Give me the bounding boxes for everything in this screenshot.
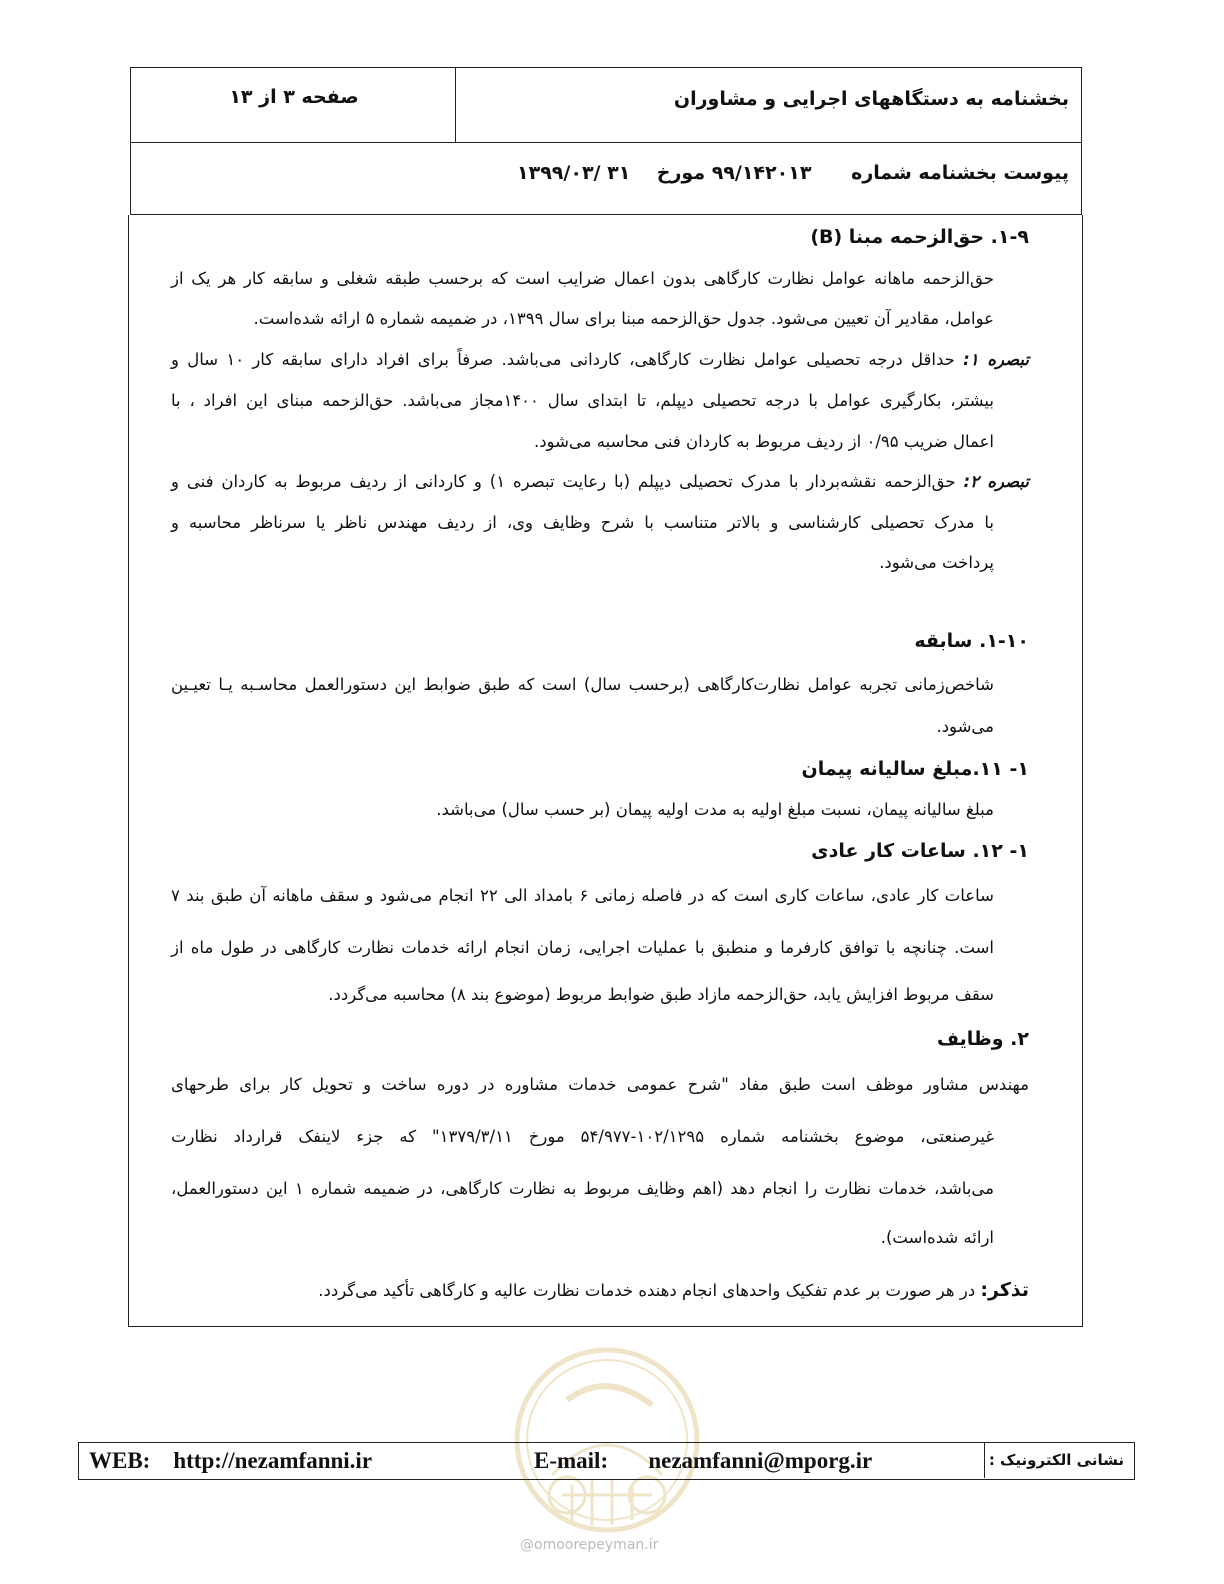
paragraph-line: ساعات کار عادی، ساعات کاری است که در فاصله زمانی ۶ بامداد الی ۲۲ انجام می‌شود و سقف ماهانه آن طبق بند ۷ — [171, 886, 995, 905]
paragraph-line: می‌باشد، خدمات نظارت را انجام دهد (اهم وظایف مربوط به نظارت کارگاهی، در ضمیمه شماره ۱ این دستورالعمل، — [171, 1179, 994, 1198]
paragraph-line: ارائه شده‌است). — [880, 1228, 994, 1247]
note-2-text: حق‌الزحمه نقشه‌بردار با مدرک تحصیلی دیپلم (با رعایت تبصره ۱) و کاردانی از ردیف مربوط به کاردان فنی و — [171, 472, 956, 491]
note-1-line: اعمال ضریب ۰/۹۵ از ردیف مربوط به کاردان فنی محاسبه می‌شود. — [533, 432, 994, 451]
paragraph-line: سقف مربوط افزایش یابد، حق‌الزحمه مازاد طبق ضوابط مربوط (موضوع بند ۸) محاسبه می‌گردد. — [328, 985, 994, 1004]
paragraph-line: عوامل، مقادیر آن تعیین می‌شود. جدول حق‌الزحمه مبنا برای سال ۱۳۹۹، در ضمیمه شماره ۵ ارائه شده‌است. — [253, 309, 994, 328]
note-1-line — [171, 352, 1029, 369]
note-2-line: پرداخت می‌شود. — [879, 553, 994, 572]
footer-address-cell — [984, 1443, 1134, 1478]
section-heading-1-11: ۱- ۱۱.مبلغ سالیانه پیمان — [801, 758, 1029, 780]
footer-email-link[interactable]: E-mail: nezamfanni@mporg.ir — [534, 1448, 873, 1473]
header-table — [130, 67, 1082, 215]
header-row — [131, 68, 1081, 143]
attachment-reference: پیوست بخشنامه شماره ۹۹/۱۴۲۰۱۳ مورخ ۳۱ /۱۳۹۹/۰۳ — [517, 162, 1069, 184]
note-2-line — [171, 474, 1029, 491]
note-1-label: تبصره ۱: — [963, 350, 1029, 369]
note-2-label: تبصره ۲: — [963, 472, 1029, 491]
section-heading-2: ۲. وظایف — [936, 1028, 1029, 1050]
reminder-line — [318, 1281, 1029, 1300]
paragraph-line: مهندس مشاور موظف است طبق مفاد "شرح عمومی خدمات مشاوره در دوره ساخت و تحویل کار برای طرحهای — [171, 1075, 1029, 1094]
reminder-text: در هر صورت بر عدم تفکیک واحدهای انجام دهنده خدمات نظارت عالیه و کارگاهی تأکید می‌گردد. — [318, 1281, 976, 1300]
note-1-line: بیشتر، بکارگیری عوامل با درجه تحصیلی دیپلم، تا ابتدای سال ۱۴۰۰مجاز می‌باشد. حق‌الزحمه مبنای این افراد ، با — [171, 391, 994, 410]
document-title: بخشنامه به دستگاههای اجرایی و مشاوران — [673, 88, 1069, 110]
section-heading-1-12: ۱- ۱۲. ساعات کار عادی — [811, 840, 1029, 862]
paragraph-line: است. چنانچه با توافق کارفرما و منطبق با عملیات اجرایی، زمان انجام ارائه خدمات نظارت کارگاهی در طول ماه از — [171, 938, 994, 957]
footer-address-label: نشانی الکترونیک : — [988, 1451, 1124, 1469]
page-number: صفحه ۳ از ۱۳ — [229, 86, 359, 108]
paragraph-line: می‌شود. — [936, 717, 994, 736]
note-1-text: حداقل درجه تحصیلی عوامل نظارت کارگاهی، کاردانی می‌باشد. صرفاً برای افراد دارای سابقه کار ۱۰ سال و — [171, 350, 955, 369]
header-page-cell — [131, 68, 457, 142]
paragraph-line: مبلغ سالیانه پیمان، نسبت مبلغ اولیه به مدت اولیه پیمان (بر حسب سال) می‌باشد. — [436, 800, 994, 819]
section-heading-1-9: ۱-۹. حق‌الزحمه مبنا (B) — [810, 226, 1029, 248]
watermark-site-text: @omoorepeyman.ir — [520, 1537, 659, 1553]
footer-web-link[interactable]: WEB: http://nezamfanni.ir — [89, 1448, 373, 1473]
paragraph-line: غیرصنعتی، موضوع بخشنامه شماره ۱۰۲/۱۲۹۵-۵۴/۹۷۷ مورخ ۱۳۷۹/۳/۱۱" که جزء لاینفک قرارداد نظارت — [171, 1127, 995, 1146]
footer-contact-bar — [78, 1442, 1135, 1480]
header-title-cell — [455, 68, 1081, 142]
reminder-label: تذکر: — [980, 1279, 1029, 1301]
note-2-line: با مدرک تحصیلی کارشناسی و بالاتر متناسب با شرح وظایف وی، از ردیف مهندس ناظر یا سرناظر محاسبه و — [171, 513, 994, 532]
paragraph-line: شاخص‌زمانی تجربه عوامل نظارت‌کارگاهی (برحسب سال) است که طبق ضوابط این دستورالعمل محاسـبه یـا تعیـین — [171, 675, 994, 694]
section-heading-1-10: ۱-۱۰. سابقه — [914, 630, 1029, 652]
watermark-logo-icon — [512, 1345, 702, 1535]
paragraph-line: حق‌الزحمه ماهانه عوامل نظارت کارگاهی بدون اعمال ضرایب است که برحسب طبقه شغلی و سابقه کار هر یک از — [171, 269, 994, 288]
